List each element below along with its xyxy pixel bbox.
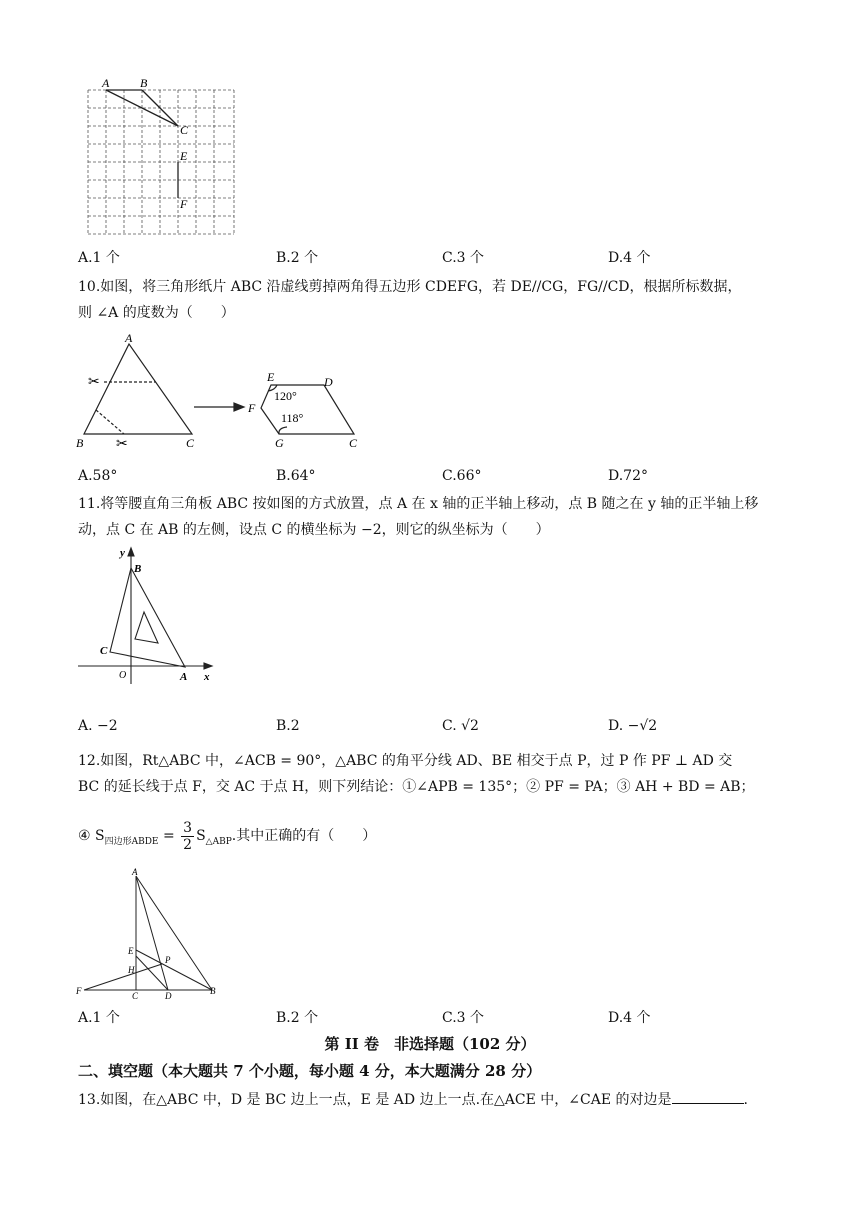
q10-stem-line1: 10.如图，将三角形纸片 ABC 沿虚线剪掉两角得五边形 CDEFG，若 DE//CG，FG//CD，根据所标数据，	[78, 279, 742, 295]
q12-label-h: H	[128, 965, 135, 975]
q11-option-a: A. −2	[78, 718, 118, 734]
q9-label-c: C	[180, 123, 189, 137]
q9-option-b: B.2 个	[276, 250, 319, 266]
q12-stem-line2: BC 的延长线于点 F，交 AC 于点 H，则下列结论：①∠APB = 135°；② PF = PA；③ AH + BD = AB；	[78, 779, 755, 795]
q10-label-c2: C	[349, 436, 358, 450]
q12-label-a: A	[132, 867, 138, 877]
q10-option-c: C.66°	[442, 468, 482, 484]
q9-label-e: E	[180, 149, 188, 163]
q12-fraction-den: 2	[183, 836, 193, 853]
q11-label-o: O	[119, 670, 127, 681]
q12-label-e: E	[128, 946, 134, 956]
q13-end: .	[743, 1092, 748, 1108]
q11-label-y: y	[120, 547, 125, 559]
q9-option-d: D.4 个	[608, 250, 651, 266]
q10-option-b: B.64°	[276, 468, 316, 484]
q11-label-x: x	[204, 671, 210, 683]
q12-label-f: F	[76, 986, 82, 996]
q12-formula-eq: =	[158, 828, 180, 844]
q11-label-b: B	[134, 563, 142, 575]
q10-label-g: G	[275, 436, 284, 450]
q12-formula-prefix: ④ S	[78, 828, 105, 844]
q9-option-c: C.3 个	[442, 250, 485, 266]
q9-option-a: A.1 个	[78, 250, 120, 266]
q13-answer-blank[interactable]	[672, 1089, 744, 1104]
q12-option-a: A.1 个	[78, 1010, 120, 1026]
q11-stem-line2: 动，点 C 在 AB 的左侧，设点 C 的横坐标为 −2，则它的纵坐标为（ ）	[78, 522, 550, 538]
q13-stem	[78, 1089, 748, 1110]
q11-option-b: B.2	[276, 718, 300, 734]
q10-label-b: B	[76, 436, 84, 450]
q12-formula-sub2: △ABP	[205, 837, 232, 847]
q12-label-p: P	[165, 955, 171, 965]
q10-scissors-icon-2: ✂	[116, 437, 128, 452]
q12-fraction	[181, 820, 194, 853]
q9-label-b: B	[140, 76, 148, 90]
q11-label-a: A	[180, 671, 188, 683]
q12-figure	[74, 866, 234, 1002]
q12-formula-post: .其中正确的有（ ）	[231, 828, 377, 844]
q10-option-d: D.72°	[608, 468, 648, 484]
q10-scissors-icon: ✂	[88, 375, 100, 390]
q10-label-f: F	[248, 401, 256, 415]
q10-angle-120: 120°	[274, 389, 297, 403]
q12-label-b: B	[210, 986, 216, 996]
q9-grid-figure	[84, 74, 244, 240]
q12-formula-s: S	[196, 828, 206, 844]
section2-heading: 二、填空题（本大题共 7 个小题，每小题 4 分，本大题满分 28 分）	[78, 1062, 542, 1080]
q11-label-c: C	[100, 645, 108, 657]
q9-label-f: F	[180, 197, 188, 211]
q13-text: 13.如图，在△ABC 中，D 是 BC 边上一点，E 是 AD 边上一点.在△ACE 中，∠CAE 的对边是	[78, 1092, 672, 1108]
q11-figure	[74, 544, 224, 684]
q12-stem-line1: 12.如图，Rt△ABC 中，∠ACB = 90°，△ABC 的角平分线 AD、BE 相交于点 P，过 P 作 PF ⊥ AD 交	[78, 753, 733, 769]
q10-figure	[74, 330, 374, 454]
q11-option-d: D. −√2	[608, 718, 658, 734]
q10-label-a: A	[125, 331, 133, 345]
q11-stem-line1: 11.将等腰直角三角板 ABC 按如图的方式放置，点 A 在 x 轴的正半轴上移动，点 B 随之在 y 轴的正半轴上移	[78, 496, 759, 512]
q11-option-c: C. √2	[442, 718, 479, 734]
q10-angle-118: 118°	[281, 411, 304, 425]
q9-label-a: A	[102, 76, 110, 90]
q12-label-c: C	[132, 991, 139, 1001]
q12-label-d: D	[165, 991, 172, 1001]
q10-label-e: E	[267, 370, 275, 384]
q10-option-a: A.58°	[78, 468, 118, 484]
section2-title: 第 II 卷 非选择题（102 分）	[324, 1035, 536, 1053]
q10-label-d: D	[324, 375, 333, 389]
q12-formula-sub1: 四边形ABDE	[104, 837, 159, 847]
q10-stem-line2: 则 ∠A 的度数为（ ）	[78, 305, 235, 321]
q12-option-b: B.2 个	[276, 1010, 319, 1026]
q12-stem-line3	[78, 818, 376, 860]
q10-label-c: C	[186, 436, 195, 450]
q12-option-d: D.4 个	[608, 1010, 651, 1026]
q12-fraction-num: 3	[183, 819, 193, 836]
q12-option-c: C.3 个	[442, 1010, 485, 1026]
